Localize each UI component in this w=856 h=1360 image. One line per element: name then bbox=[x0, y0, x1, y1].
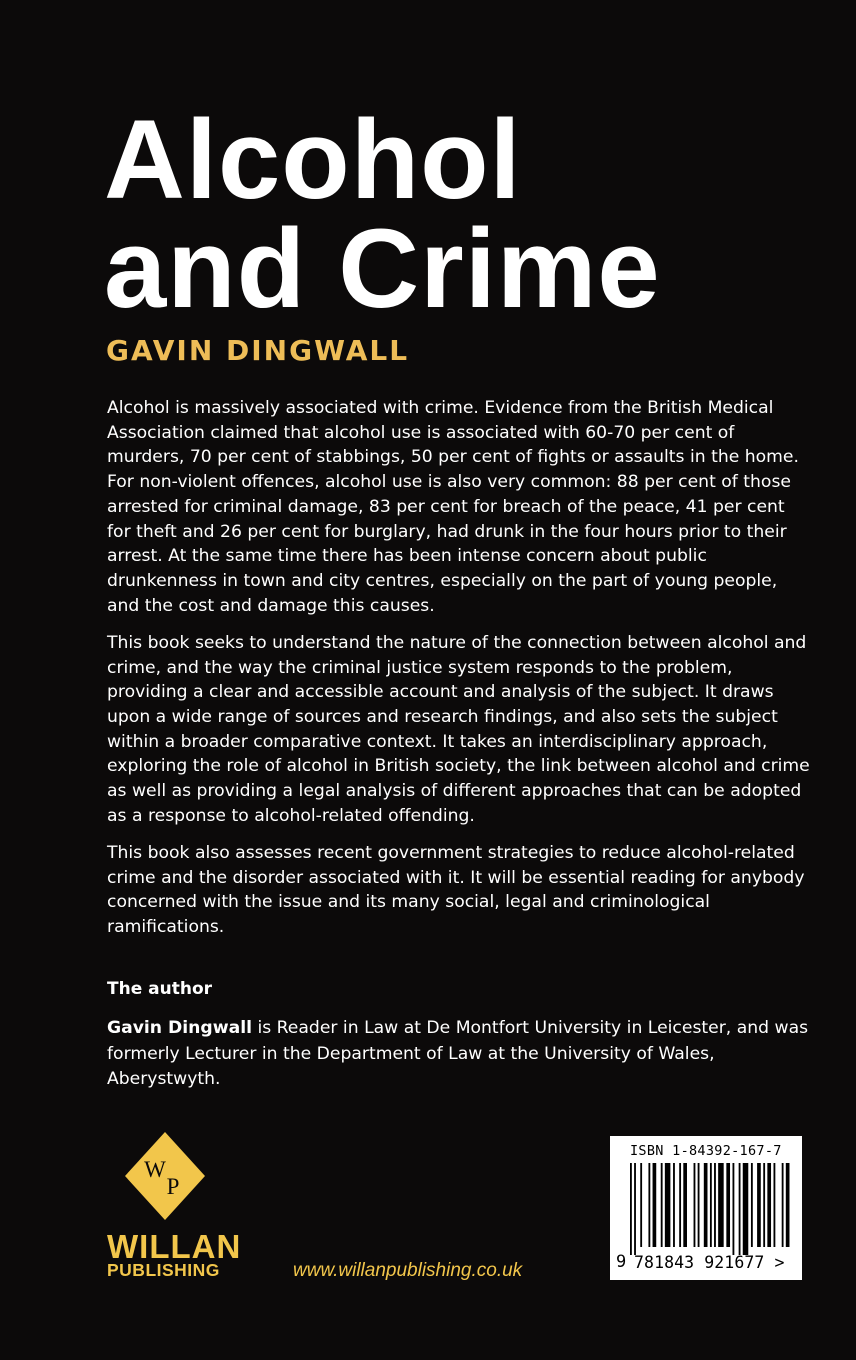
publisher-logo-icon bbox=[123, 1130, 207, 1227]
barcode-bar bbox=[782, 1163, 784, 1247]
author-heading: The author bbox=[107, 979, 213, 999]
publisher-subname: PUBLISHING bbox=[107, 1260, 220, 1280]
barcode-bar bbox=[718, 1163, 724, 1247]
author-name: GAVIN DINGWALL bbox=[106, 334, 410, 367]
barcode-bar bbox=[653, 1163, 657, 1247]
book-title-line-2: and Crime bbox=[104, 206, 661, 331]
barcode-bar bbox=[704, 1163, 708, 1247]
barcode-bar bbox=[640, 1163, 642, 1247]
barcode-bar bbox=[694, 1163, 696, 1247]
barcode-bar bbox=[648, 1163, 650, 1247]
publisher-name: WILLAN bbox=[107, 1228, 242, 1265]
barcode-bar bbox=[714, 1163, 716, 1247]
barcode-bar bbox=[786, 1163, 790, 1247]
author-bio bbox=[107, 1016, 812, 1093]
barcode-bar bbox=[763, 1163, 765, 1247]
barcode-bar bbox=[757, 1163, 761, 1247]
barcode-bar bbox=[683, 1163, 687, 1247]
blurb-paragraph-3: This book also assesses recent government strategies to reduce alcohol-related crime and the disorder associated with it. It will be essential reading for anybody concerned with the issue and its many social, legal and criminological ramifications. bbox=[107, 842, 805, 938]
barcode-bar bbox=[733, 1163, 735, 1255]
barcode-bar bbox=[665, 1163, 671, 1247]
logo-letter-w: W bbox=[144, 1157, 166, 1182]
barcode-bar bbox=[767, 1163, 771, 1247]
author-bio-text: is Reader in Law at De Montfort University in Leicester, and was formerly Lecturer in the Department of Law at the University of Wales, Aberystwyth. bbox=[107, 1018, 809, 1089]
barcode-bar bbox=[673, 1163, 675, 1247]
isbn-label: ISBN 1-84392-167-7 bbox=[630, 1143, 782, 1159]
barcode-bar bbox=[710, 1163, 712, 1247]
publisher-website: www.willanpublishing.co.uk bbox=[293, 1260, 523, 1281]
isbn-barcode bbox=[610, 1136, 802, 1280]
barcode-bar bbox=[774, 1163, 776, 1247]
barcode-bar bbox=[743, 1163, 749, 1255]
blurb-paragraph-1: Alcohol is massively associated with crime. Evidence from the British Medical Association claimed that alcohol use is associated with 60-70 per cent of murders, 70 per cent of stabbings, 50 per cent of fights or assaults in the home. For non-violent offences, alcohol use is also very common: 88 per cent of those arrested for criminal damage, 83 per cent for breach of the peace, 41 per cent for theft and 26 per cent for burglary, had drunk in the four hours prior to their arrest. At the same time there has been intense concern about public drunkenness in town and city centres, especially on the part of young people, and the cost and damage this causes. bbox=[107, 398, 799, 616]
barcode-bar bbox=[630, 1163, 632, 1255]
barcode-bar bbox=[679, 1163, 681, 1247]
logo-letter-p: P bbox=[166, 1174, 180, 1199]
barcode-bar bbox=[726, 1163, 730, 1247]
barcode-bar bbox=[661, 1163, 663, 1247]
author-bio-name: Gavin Dingwall bbox=[107, 1018, 252, 1038]
barcode-bar bbox=[634, 1163, 636, 1255]
book-title-line-1: Alcohol bbox=[104, 97, 522, 222]
ean-first-digit: 9 bbox=[616, 1252, 627, 1272]
blurb-paragraph-2: This book seeks to understand the nature of the connection between alcohol and crime, and the way the criminal justice system responds to the problem, providing a clear and accessible account and analysis of the subject. It draws upon a wide range of sources and research findings, and also sets the subject within a broader comparative context. It takes an interdisciplinary approach, exploring the role of alcohol in British society, the link between alcohol and crime as well as providing a legal analysis of different approaches that can be adopted as a response to alcohol-related offending. bbox=[107, 632, 810, 826]
barcode-bar bbox=[739, 1163, 741, 1255]
barcode-bar bbox=[698, 1163, 700, 1247]
ean-digits: 781843 921677 > bbox=[634, 1253, 785, 1272]
barcode-bar bbox=[751, 1163, 753, 1247]
blurb bbox=[107, 396, 812, 952]
